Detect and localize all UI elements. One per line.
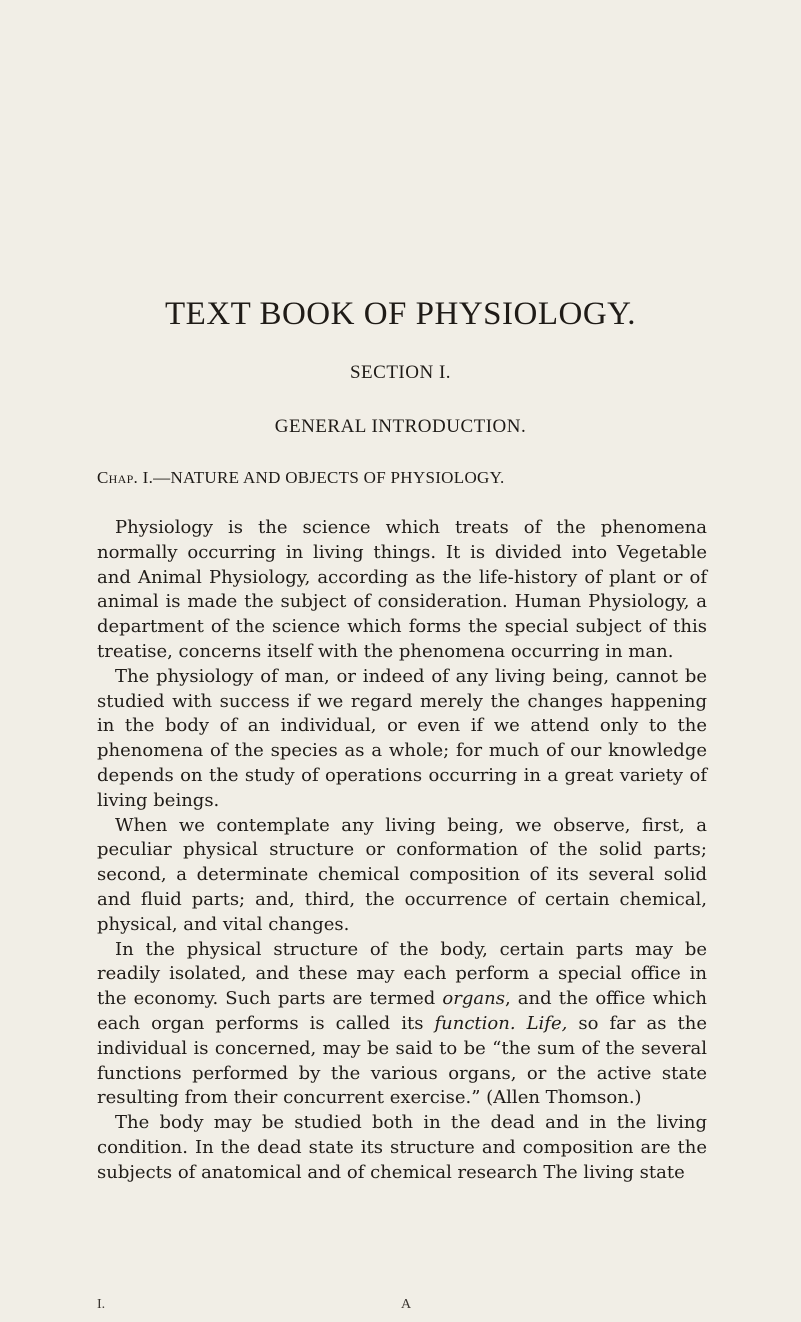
chapter-label: Chap. [97,468,139,487]
paragraph-5: The body may be studied both in the dead and in the living condition. In the dead state its structure and composition are the subjects of anatomical and of chemical research The living state [97,1112,707,1183]
paragraph-1: Physiology is the science which treats of the phenomena normally occurring in living things. It is divided into Vegetable and Animal Physiology, according as the life-history of plant or of animal is made the subject of consideration. Human Physiology, a department of the science which forms the special subject of this treatise, concerns itself with the phenomena occurring in man. [97,517,707,662]
paragraph-2: The physiology of man, or indeed of any living being, cannot be studied with success if we regard merely the changes happening in the body of an individual, or even if we attend only to the phenomena of the species as a whole; for much of our knowledge depends on the study of operations occurring in a great variety of living beings. [97,665,707,811]
paragraph-4-text-a: In the physical structure of the body, certain parts may be readily isolated, and these may each perform a special office in the economy. Such parts are termed [97,938,707,1010]
paragraph-4-text-c [516,1013,527,1034]
part-heading: GENERAL INTRODUCTION. [274,416,527,437]
term-life: Life, [526,1012,568,1034]
footer-volume-mark: I. [97,1297,106,1312]
paragraph-4-text-b: , and the office which each organ performs is called its [97,988,707,1034]
chapter-heading [97,468,505,488]
paragraph-4 [97,938,707,1112]
paragraph-4-text-d: so far as the individual is concerned, may be said to be “the sum of the several functions performed by the various organs, or the active state resulting from their concurrent exercise.” (Allen Thomson.) [97,1012,707,1109]
chapter-title: I.—NATURE AND OBJECTS OF PHYSIOLOGY. [142,468,505,487]
term-function: function. [434,1012,516,1034]
footer-signature-mark: A [401,1297,412,1312]
term-organs: organs [442,988,505,1010]
book-title: TEXT BOOK OF PHYSIOLOGY. [165,296,636,332]
body-text [97,516,707,1186]
section-heading: SECTION I. [349,362,452,383]
paragraph-3: When we contemplate any living being, we observe, first, a peculiar physical structure or conformation of the solid parts; second, a determinate chemical composition of its several solid and fluid parts; and, third, the occurrence of certain chemical, physical, and vital changes. [97,814,707,935]
